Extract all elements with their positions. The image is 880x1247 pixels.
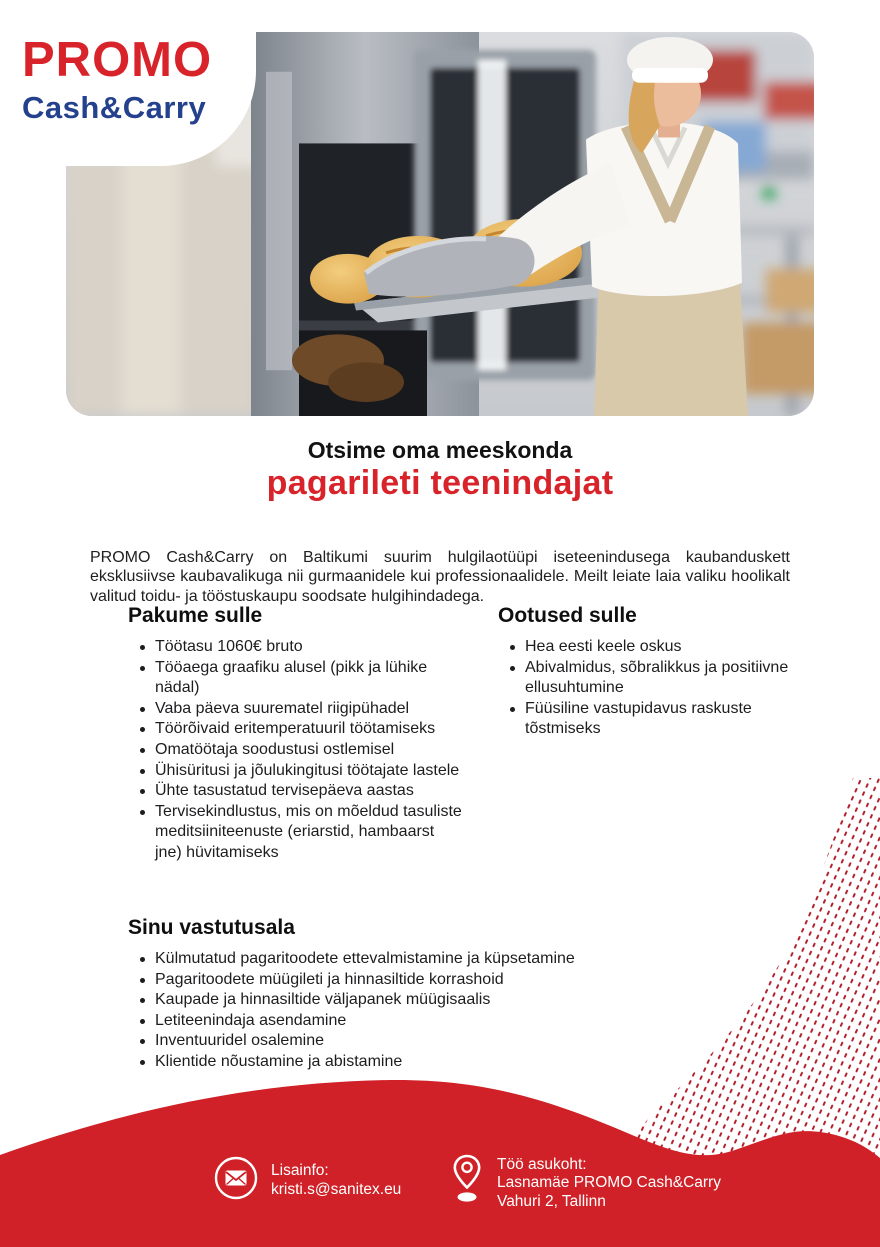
offer-list-item: Ühisüritusi ja jõulukingitusi töötajate lastele — [128, 761, 464, 782]
responsibilities-list-item: Kaupade ja hinnasiltide väljapanek müügisaalis — [128, 990, 688, 1011]
responsibilities-list-item: Klientide nõustamine ja abistamine — [128, 1052, 688, 1073]
job-title: pagarileti teenindajat — [266, 464, 614, 502]
responsibilities-list-item: Pagaritoodete müügileti ja hinnasiltide korrashoid — [128, 970, 688, 991]
brand-logo-promo: PROMO — [22, 33, 213, 87]
offer-list-item: Vaba päeva suurematel riigipühadel — [128, 699, 464, 720]
location-line2: Vahuri 2, Tallinn — [497, 1192, 606, 1210]
location-pin-icon — [450, 1153, 484, 1214]
brand-logo — [22, 33, 213, 125]
envelope-icon — [214, 1156, 258, 1205]
footer-wave — [0, 1070, 880, 1247]
brand-logo-cashcarry: Cash&Carry — [22, 90, 207, 125]
headline-kicker: Otsime oma meeskonda — [307, 437, 573, 463]
expectations-list-item: Füüsiline vastupidavus raskuste tõstmiseks — [498, 699, 800, 740]
expectations-list-item: Hea eesti keele oskus — [498, 637, 800, 658]
responsibilities-list — [128, 949, 688, 1073]
expectations-list — [498, 637, 800, 740]
offer-list-item: Ühte tasustatud tervisepäeva aastas — [128, 781, 464, 802]
offer-list — [128, 637, 464, 864]
responsibilities-list-item: Letiteenindaja asendamine — [128, 1011, 688, 1032]
responsibilities-list-item: Inventuuridel osalemine — [128, 1031, 688, 1052]
expectations-list-item: Abivalmidus, sõbralikkus ja positiivne ellusuhtumine — [498, 658, 800, 699]
intro-paragraph: PROMO Cash&Carry on Baltikumi suurim hulgilaotüüpi iseteenindusega kaubanduskett eksklusiivse kaubavalikuga nii gurmaanidele kui professionaalidele. Meilt leiate laia valiku hoolikalt valitud toidu- ja tööstuskaupu soodsate hulgihindadega. — [90, 549, 790, 605]
expectations-heading: Ootused sulle — [498, 604, 637, 627]
offer-list-item: Töötasu 1060€ bruto — [128, 637, 464, 658]
offer-list-item: Omatöötaja soodustusi ostlemisel — [128, 740, 464, 761]
offer-list-item: Tööaega graafiku alusel (pikk ja lühike nädal) — [128, 658, 464, 699]
section-expectations — [498, 604, 800, 740]
footer-location — [450, 1153, 721, 1214]
contact-text — [271, 1162, 401, 1199]
section-offer — [128, 604, 464, 864]
responsibilities-list-item: Külmutatud pagaritoodete ettevalmistamine ja küpsetamine — [128, 949, 688, 970]
location-label: Töö asukoht: — [497, 1155, 587, 1173]
responsibilities-heading: Sinu vastutusala — [128, 916, 295, 939]
location-text — [497, 1156, 721, 1212]
offer-list-item: Tervisekindlustus, mis on mõeldud tasuliste meditsiiniteenuste (eriarstid, hambaarst jne) hüvitamiseks — [128, 802, 464, 864]
section-responsibilities — [128, 916, 688, 1073]
contact-label: Lisainfo: — [271, 1162, 329, 1179]
location-line1: Lasnamäe PROMO Cash&Carry — [497, 1174, 721, 1192]
contact-email: kristi.s@sanitex.eu — [271, 1180, 402, 1198]
offer-heading: Pakume sulle — [128, 604, 263, 627]
offer-list-item: Töörõivaid eritemperatuuril töötamiseks — [128, 719, 464, 740]
footer-contact — [214, 1156, 401, 1205]
